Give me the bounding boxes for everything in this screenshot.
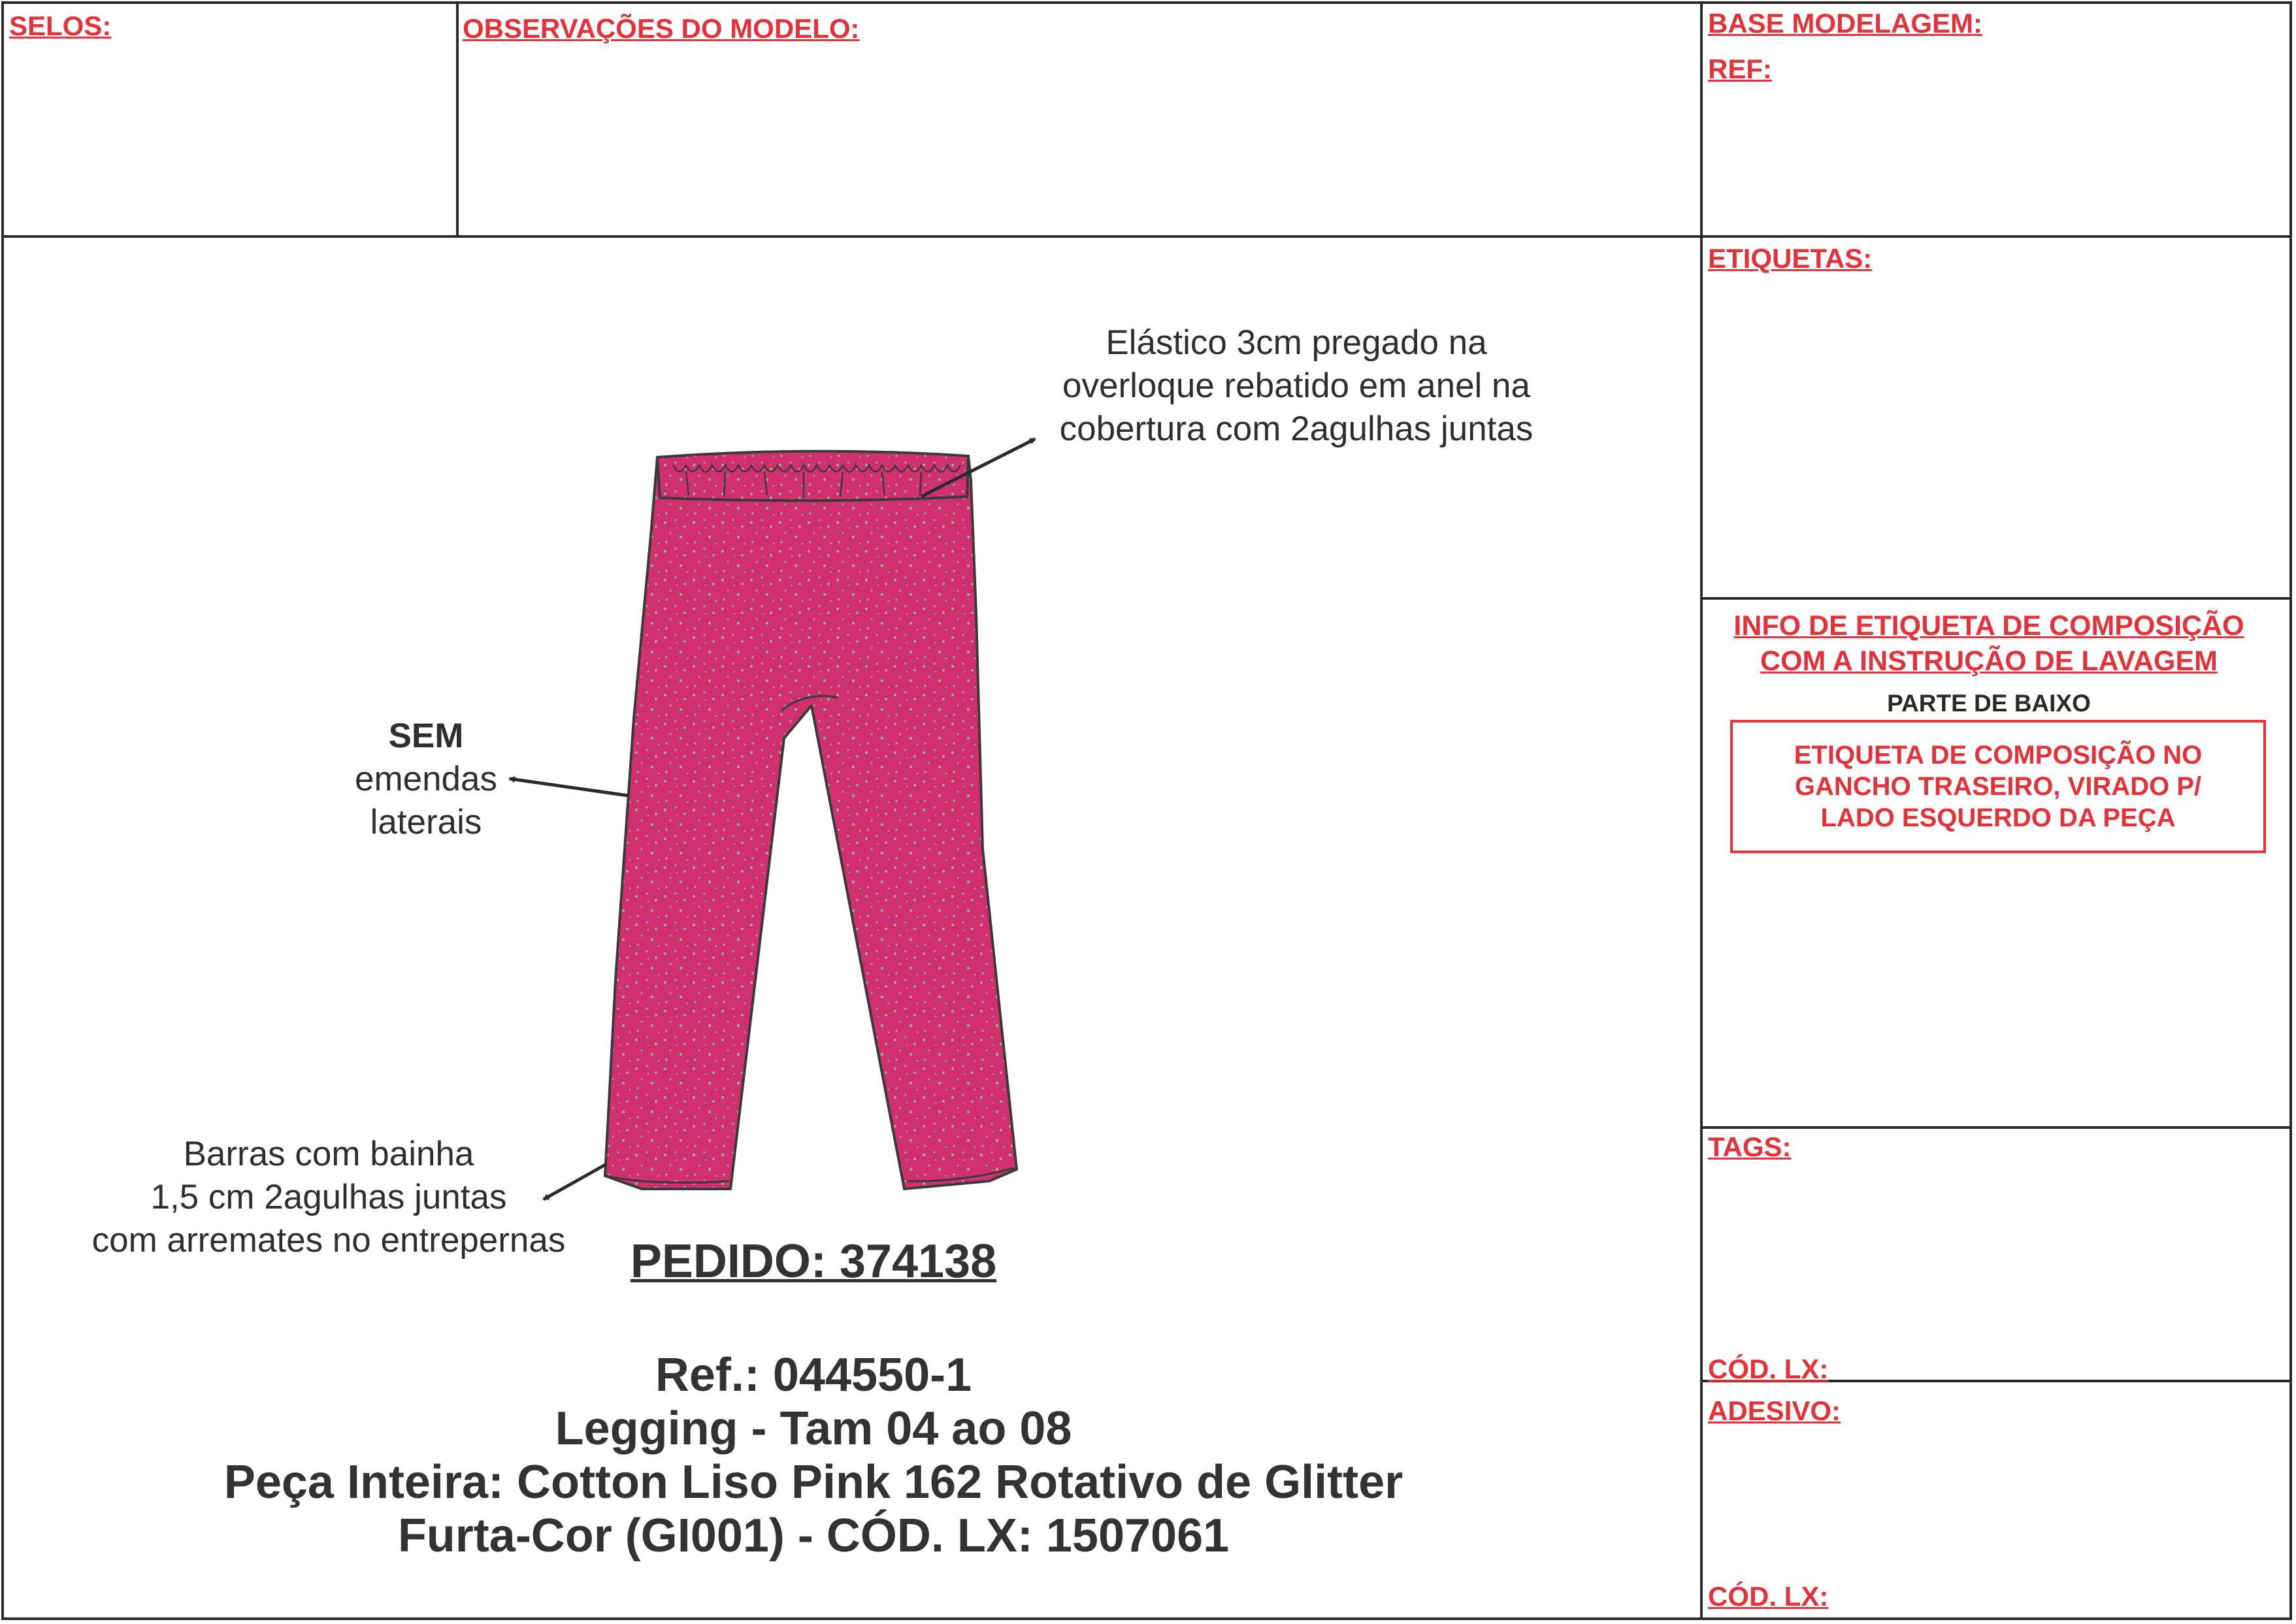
- adesivo-cod-lx-label: CÓD. LX:: [1708, 1581, 1829, 1612]
- fabric-line2: Furta-Cor (GI001) - CÓD. LX: 1507061: [397, 1510, 1230, 1562]
- base-modelagem-label: BASE MODELAGEM:: [1708, 8, 1982, 39]
- pedido-number: PEDIDO: 374138: [630, 1235, 997, 1288]
- legging-body: [605, 456, 1017, 1189]
- ref-label: REF:: [1708, 54, 1772, 84]
- hem-note-line1: Barras com bainha: [183, 1135, 474, 1173]
- fabric-line1: Peça Inteira: Cotton Liso Pink 162 Rotativo de Glitter: [223, 1456, 1403, 1508]
- hem-note-line3: com arremates no entrepernas: [91, 1221, 566, 1259]
- legging-garment: [605, 451, 1017, 1189]
- composicao-instruction-text: ETIQUETA DE COMPOSIÇÃO NO GANCHO TRASEIRO, VIRADO P/ LADO ESQUERDO DA PEÇA: [1794, 741, 2203, 832]
- elastic-note-line2: overloque rebatido em anel na: [1062, 366, 1530, 405]
- side-seam-note-line2: emendas: [354, 760, 498, 798]
- info-composicao-title-line1: INFO DE ETIQUETA DE COMPOSIÇÃO: [1733, 610, 2244, 641]
- product-name: Legging - Tam 04 ao 08: [555, 1403, 1072, 1455]
- info-composicao-title-line2: COM A INSTRUÇÃO DE LAVAGEM: [1760, 645, 2218, 677]
- adesivo-label: ADESIVO:: [1708, 1395, 1841, 1426]
- elastic-note-line1: Elástico 3cm pregado na: [1106, 323, 1487, 362]
- hem-note-line2: 1,5 cm 2agulhas juntas: [150, 1178, 507, 1216]
- elastic-note-line3: cobertura com 2agulhas juntas: [1059, 410, 1533, 448]
- product-ref: Ref.: 044550-1: [655, 1349, 972, 1401]
- side-seam-note-line3: laterais: [370, 803, 482, 841]
- observacoes-label: OBSERVAÇÕES DO MODELO:: [463, 13, 860, 44]
- tags-label: TAGS:: [1708, 1131, 1792, 1162]
- parte-de-baixo-label: PARTE DE BAIXO: [1887, 690, 2091, 717]
- side-seam-note-title: SEM: [388, 717, 464, 755]
- etiquetas-label: ETIQUETAS:: [1708, 243, 1873, 274]
- selos-label: SELOS:: [9, 10, 112, 41]
- tags-cod-lx-label: CÓD. LX:: [1708, 1354, 1829, 1384]
